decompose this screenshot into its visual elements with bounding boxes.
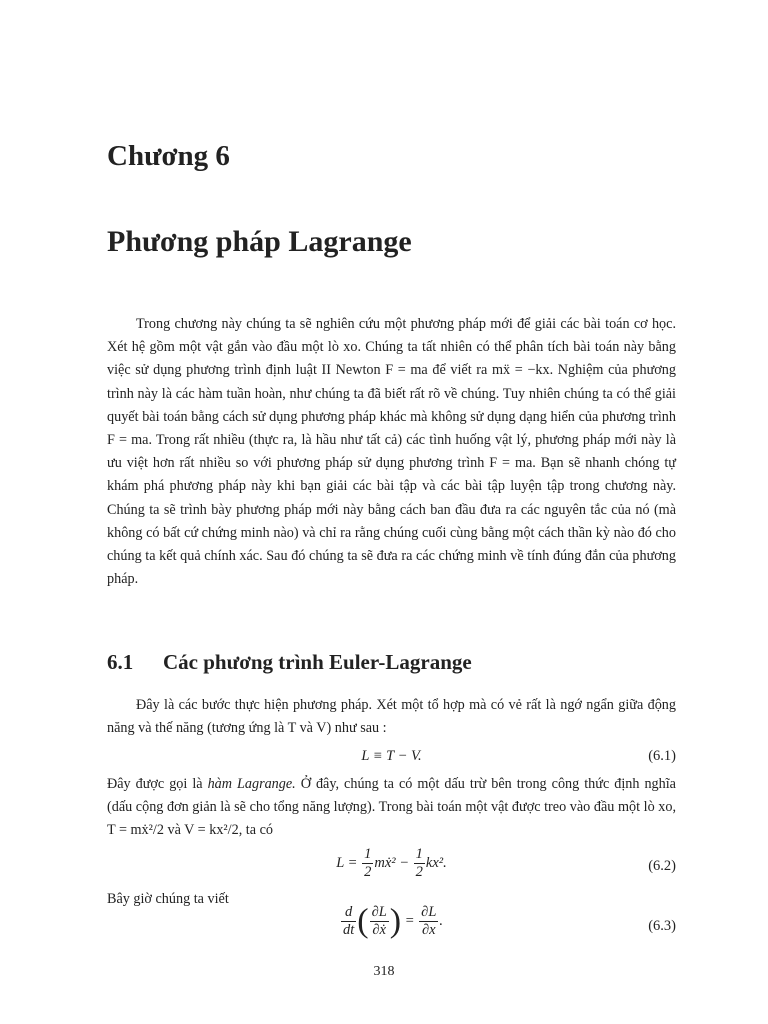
- definition-term: hàm Lagrange.: [207, 776, 296, 792]
- section-paragraph-now: Bây giờ chúng ta viết: [107, 891, 229, 907]
- eq2-lhs: L =: [336, 854, 358, 871]
- eq3-inner-numerator: ∂L: [371, 904, 387, 920]
- section-heading: [107, 650, 472, 675]
- eq2-fraction-2: [414, 846, 425, 881]
- intro-paragraph: Trong chương này chúng ta sẽ nghiên cứu một phương pháp mới để giải các bài toán cơ học. Xét hệ gồm một vật gắn vào đầu một lò xo. Chúng ta tất nhiên có thể phân tích bài toán này bằng việc sử dụng phương trình định luật II Newton F = ma để viết ra mẍ = −kx. Nghiệm của phương trình này là các hàm tuần hoàn, như chúng ta đã biết rất rõ về chúng. Tuy nhiên chúng ta có thể giải quyết bài toán bằng cách sử dụng phương pháp khác mà không sử dụng dạng hiển của phương trình F = ma. Trong rất nhiều (thực ra, là hầu như tất cả) các tình huống vật lý, phương pháp mới này là ưu việt hơn rất nhiều so với phương pháp sử dụng phương trình F = ma. Bạn sẽ nhanh chóng tự khám phá phương pháp này khi bạn giải các bài tập và các bài tập luyện tập trong chương này. Chúng ta sẽ trình bày phương pháp mới này bằng cách ban đầu đưa ra các nguyên tắc của nó (mà không có bất cứ chứng minh nào) và chỉ ra rằng chúng cuối cùng bằng một cách thần kỳ nào đó cho chúng ta kết quả chính xác. Sau đó chúng ta sẽ đưa ra các chứng minh về tính đúng đắn của phương pháp.: [107, 316, 676, 588]
- page-number: 318: [373, 964, 395, 979]
- eq2-frac1-numerator: 1: [364, 846, 372, 862]
- definition-text-part1: Đây được gọi là: [107, 776, 208, 792]
- eq3-rhs-fraction: [419, 904, 438, 939]
- equation-6-1-expression: L ≡ T − V.: [361, 748, 422, 764]
- chapter-title: Phương pháp Lagrange: [107, 225, 412, 258]
- eq3-equals: =: [404, 912, 415, 929]
- eq3-rhs-denominator: ∂x: [421, 922, 436, 938]
- eq3-d-denominator: dt: [342, 922, 355, 938]
- equation-6-3: [107, 904, 676, 950]
- eq3-paren-open: (: [357, 902, 369, 940]
- chapter-label: Chương 6: [107, 140, 230, 172]
- eq2-frac1-denominator: 2: [364, 864, 372, 880]
- definition-text-part2: Ở đây, chúng ta có một dấu trừ bên trong công thức định nghĩa (dấu cộng đơn giản là sẽ cho tổng năng lượng). Trong bài toán một vật được treo vào đầu một lò xo, T = mẋ²/2 và V = kx²/2, ta có: [107, 776, 676, 839]
- eq2-term-1: mẋ² −: [374, 854, 410, 871]
- equation-6-3-number: (6.3): [648, 918, 676, 934]
- eq3-d-numerator: d: [341, 904, 356, 922]
- eq2-frac2-numerator: 1: [415, 846, 423, 862]
- equation-6-2-number: (6.2): [648, 858, 676, 874]
- section-number: 6.1: [107, 650, 134, 674]
- eq3-time-derivative: [341, 904, 356, 939]
- equation-6-2-expression: [107, 846, 676, 881]
- equation-6-3-expression: [107, 904, 676, 939]
- eq2-term-2: kx².: [425, 854, 447, 871]
- section-paragraph-steps: Đây là các bước thực hiện phương pháp. Xét một tổ hợp mà có vẻ rất là ngớ ngẩn giữa động năng và thế năng (tương ứng là T và V) như sau :: [107, 697, 676, 737]
- eq3-paren-close: ): [389, 902, 402, 940]
- eq3-inner-fraction: [370, 904, 389, 939]
- section-paragraph-definition: [107, 773, 676, 843]
- eq3-rhs-numerator: ∂L: [421, 904, 437, 920]
- equation-6-1: [107, 748, 676, 772]
- equation-6-1-number: (6.1): [648, 748, 676, 764]
- eq3-inner-denominator: ∂ẋ: [372, 922, 386, 938]
- equation-6-2: [107, 846, 676, 890]
- section-title: Các phương trình Euler-Lagrange: [163, 650, 472, 674]
- eq3-end: .: [439, 912, 444, 929]
- eq2-frac2-denominator: 2: [415, 864, 423, 880]
- eq2-fraction-1: [362, 846, 373, 881]
